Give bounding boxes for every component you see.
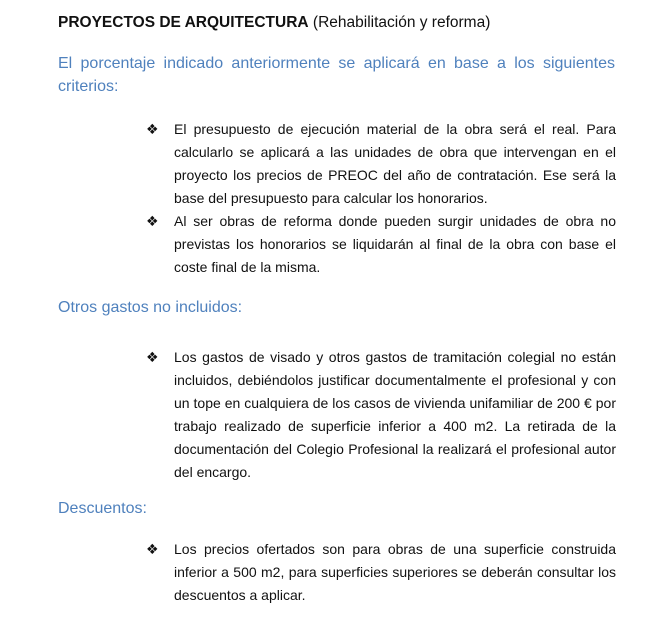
intro-paragraph: El porcentaje indicado anteriormente se aplicará en base a los siguientes criterios: [58,55,615,95]
diamond-bullet-icon: ❖ [146,349,159,365]
diamond-bullet-icon: ❖ [146,541,159,557]
list-item [146,210,616,279]
descuentos-heading: Descuentos: [58,500,147,517]
criteria-list [146,118,616,279]
list-item-text: Al ser obras de reforma donde pueden surgir unidades de obra no previstas los honorarios se liquidarán al final de la obra con base el coste final de la misma. [174,213,616,275]
list-item [146,346,616,484]
descuentos-list [146,538,616,607]
title-bold: PROYECTOS DE ARQUITECTURA [58,14,309,31]
list-item-text: Los gastos de visado y otros gastos de tramitación colegial no están incluidos, debiéndolos justificar documentalmente el profesional y con un tope en cualquiera de los casos de vivienda unifamiliar de 200 € por trabajo realizado de superficie inferior a 400 m2. La retirada de la documentación del Colegio Profesional la realizará el profesional autor del encargo. [174,349,616,480]
title-subtitle: (Rehabilitación y reforma) [308,14,491,31]
document-title [58,13,490,33]
diamond-bullet-icon: ❖ [146,121,159,137]
list-item [146,118,616,210]
list-item [146,538,616,607]
otros-gastos-list [146,346,616,484]
list-item-text: Los precios ofertados son para obras de una superficie construida inferior a 500 m2, para superficies superiores se deberán consultar los descuentos a aplicar. [174,541,616,603]
list-item-text: El presupuesto de ejecución material de la obra será el real. Para calcularlo se aplicará a las unidades de obra que intervengan en el proyecto los precios de PREOC del año de contratación. Ese será la base del presupuesto para calcular los honorarios. [174,121,616,206]
diamond-bullet-icon: ❖ [146,213,159,229]
otros-gastos-heading: Otros gastos no incluidos: [58,299,243,316]
